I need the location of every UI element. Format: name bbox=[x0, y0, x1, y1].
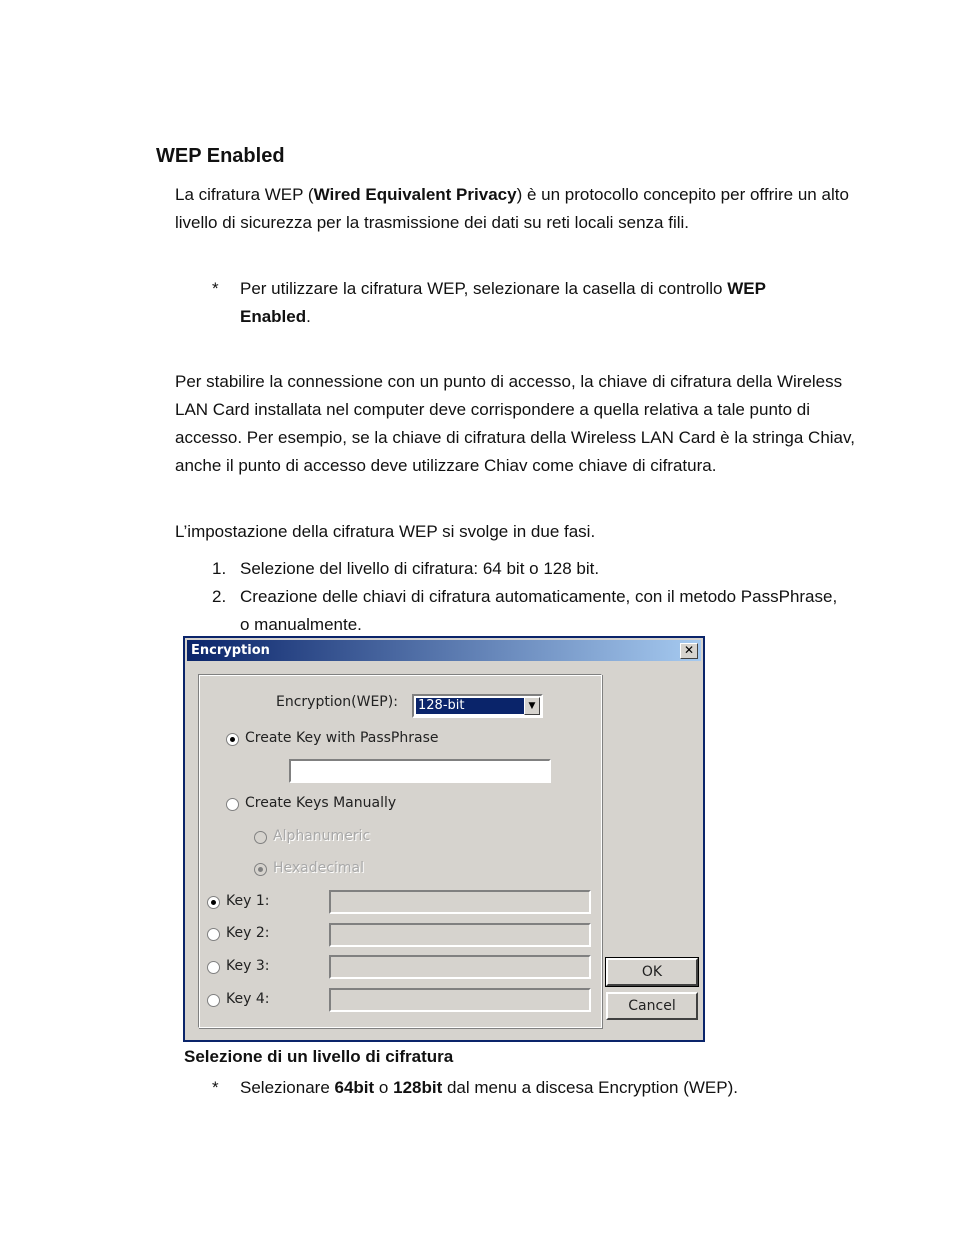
figure-caption: Selezione di un livello di cifratura bbox=[184, 1047, 454, 1066]
key4-radio[interactable] bbox=[207, 994, 220, 1007]
encryption-dialog bbox=[183, 636, 705, 1042]
manual-keys-radio[interactable] bbox=[226, 798, 239, 811]
key3-input[interactable] bbox=[329, 955, 591, 979]
close-button[interactable]: ✕ bbox=[680, 643, 698, 659]
alphanumeric-radio[interactable] bbox=[254, 831, 267, 844]
hexadecimal-radio[interactable] bbox=[254, 863, 267, 876]
encryption-label: Encryption(WEP): bbox=[276, 694, 398, 710]
key1-input[interactable] bbox=[329, 890, 591, 914]
passphrase-input[interactable] bbox=[289, 759, 551, 783]
intro-paragraph bbox=[175, 181, 865, 237]
key4-label: Key 4: bbox=[226, 991, 270, 1007]
ok-button[interactable]: OK bbox=[606, 958, 698, 986]
intro-text-post: ) è un protocollo concepito per offrire un alto livello di sicurezza per la trasmissione dei dati su reti locali senza fili. bbox=[175, 185, 849, 232]
key2-input[interactable] bbox=[329, 923, 591, 947]
bullet2-text-bold2: 128bit bbox=[393, 1078, 443, 1097]
manual-keys-label: Create Keys Manually bbox=[245, 795, 397, 811]
passphrase-label: Create Key with PassPhrase bbox=[245, 730, 439, 746]
bullet-wep-enabled bbox=[240, 275, 840, 331]
bullet1-text-pre: Per utilizzare la cifratura WEP, selezionare la casella di controllo bbox=[240, 279, 728, 298]
hexadecimal-label: Hexadecimal bbox=[273, 860, 364, 876]
chevron-down-icon[interactable]: ▼ bbox=[524, 697, 540, 715]
bullet1-text-bold: WEP Enabled bbox=[240, 279, 766, 326]
key3-radio[interactable] bbox=[207, 961, 220, 974]
step-number: 2. bbox=[212, 587, 227, 606]
bullet-marker: * bbox=[212, 1078, 219, 1097]
steps-intro: L’impostazione della cifratura WEP si svolge in due fasi. bbox=[175, 522, 596, 541]
step-text: Selezione del livello di cifratura: 64 bit o 128 bit. bbox=[240, 559, 600, 578]
step-number: 1. bbox=[212, 559, 227, 578]
dialog-title: Encryption bbox=[191, 643, 270, 658]
encryption-select[interactable] bbox=[412, 694, 543, 718]
key1-radio[interactable] bbox=[207, 896, 220, 909]
bullet2-text-mid: o bbox=[374, 1078, 394, 1097]
bullet-marker: * bbox=[212, 279, 219, 298]
dialog-titlebar bbox=[187, 640, 701, 661]
bullet2-text-bold1: 64bit bbox=[334, 1078, 375, 1097]
section-heading: WEP Enabled bbox=[156, 145, 285, 167]
encryption-select-value: 128-bit bbox=[416, 698, 526, 714]
intro-text-pre: La cifratura WEP ( bbox=[175, 185, 314, 204]
bullet-select-bits bbox=[240, 1074, 738, 1102]
cancel-button[interactable]: Cancel bbox=[606, 992, 698, 1020]
key1-label: Key 1: bbox=[226, 893, 270, 909]
key2-label: Key 2: bbox=[226, 925, 270, 941]
key2-radio[interactable] bbox=[207, 928, 220, 941]
key4-input[interactable] bbox=[329, 988, 591, 1012]
intro-text-bold: Wired Equivalent Privacy bbox=[313, 185, 517, 204]
bullet2-text-pre: Selezionare bbox=[240, 1078, 335, 1097]
alphanumeric-label: Alphanumeric bbox=[273, 828, 371, 844]
bullet1-text-post: . bbox=[306, 307, 311, 326]
key3-label: Key 3: bbox=[226, 958, 270, 974]
connection-paragraph: Per stabilire la connessione con un punto di accesso, la chiave di cifratura della Wireless LAN Card installata nel computer deve corrispondere a quella relativa a tale punto di accesso. Per esempio, se la chiave di cifratura della Wireless LAN Card è la stringa Chiav, anche il punto di accesso deve utilizzare Chiav come chiave di cifratura. bbox=[175, 372, 855, 475]
passphrase-radio[interactable] bbox=[226, 733, 239, 746]
bullet2-text-post: dal menu a discesa Encryption (WEP). bbox=[442, 1078, 738, 1097]
step-text: Creazione delle chiavi di cifratura automaticamente, con il metodo PassPhrase, o manualmente. bbox=[240, 587, 838, 634]
